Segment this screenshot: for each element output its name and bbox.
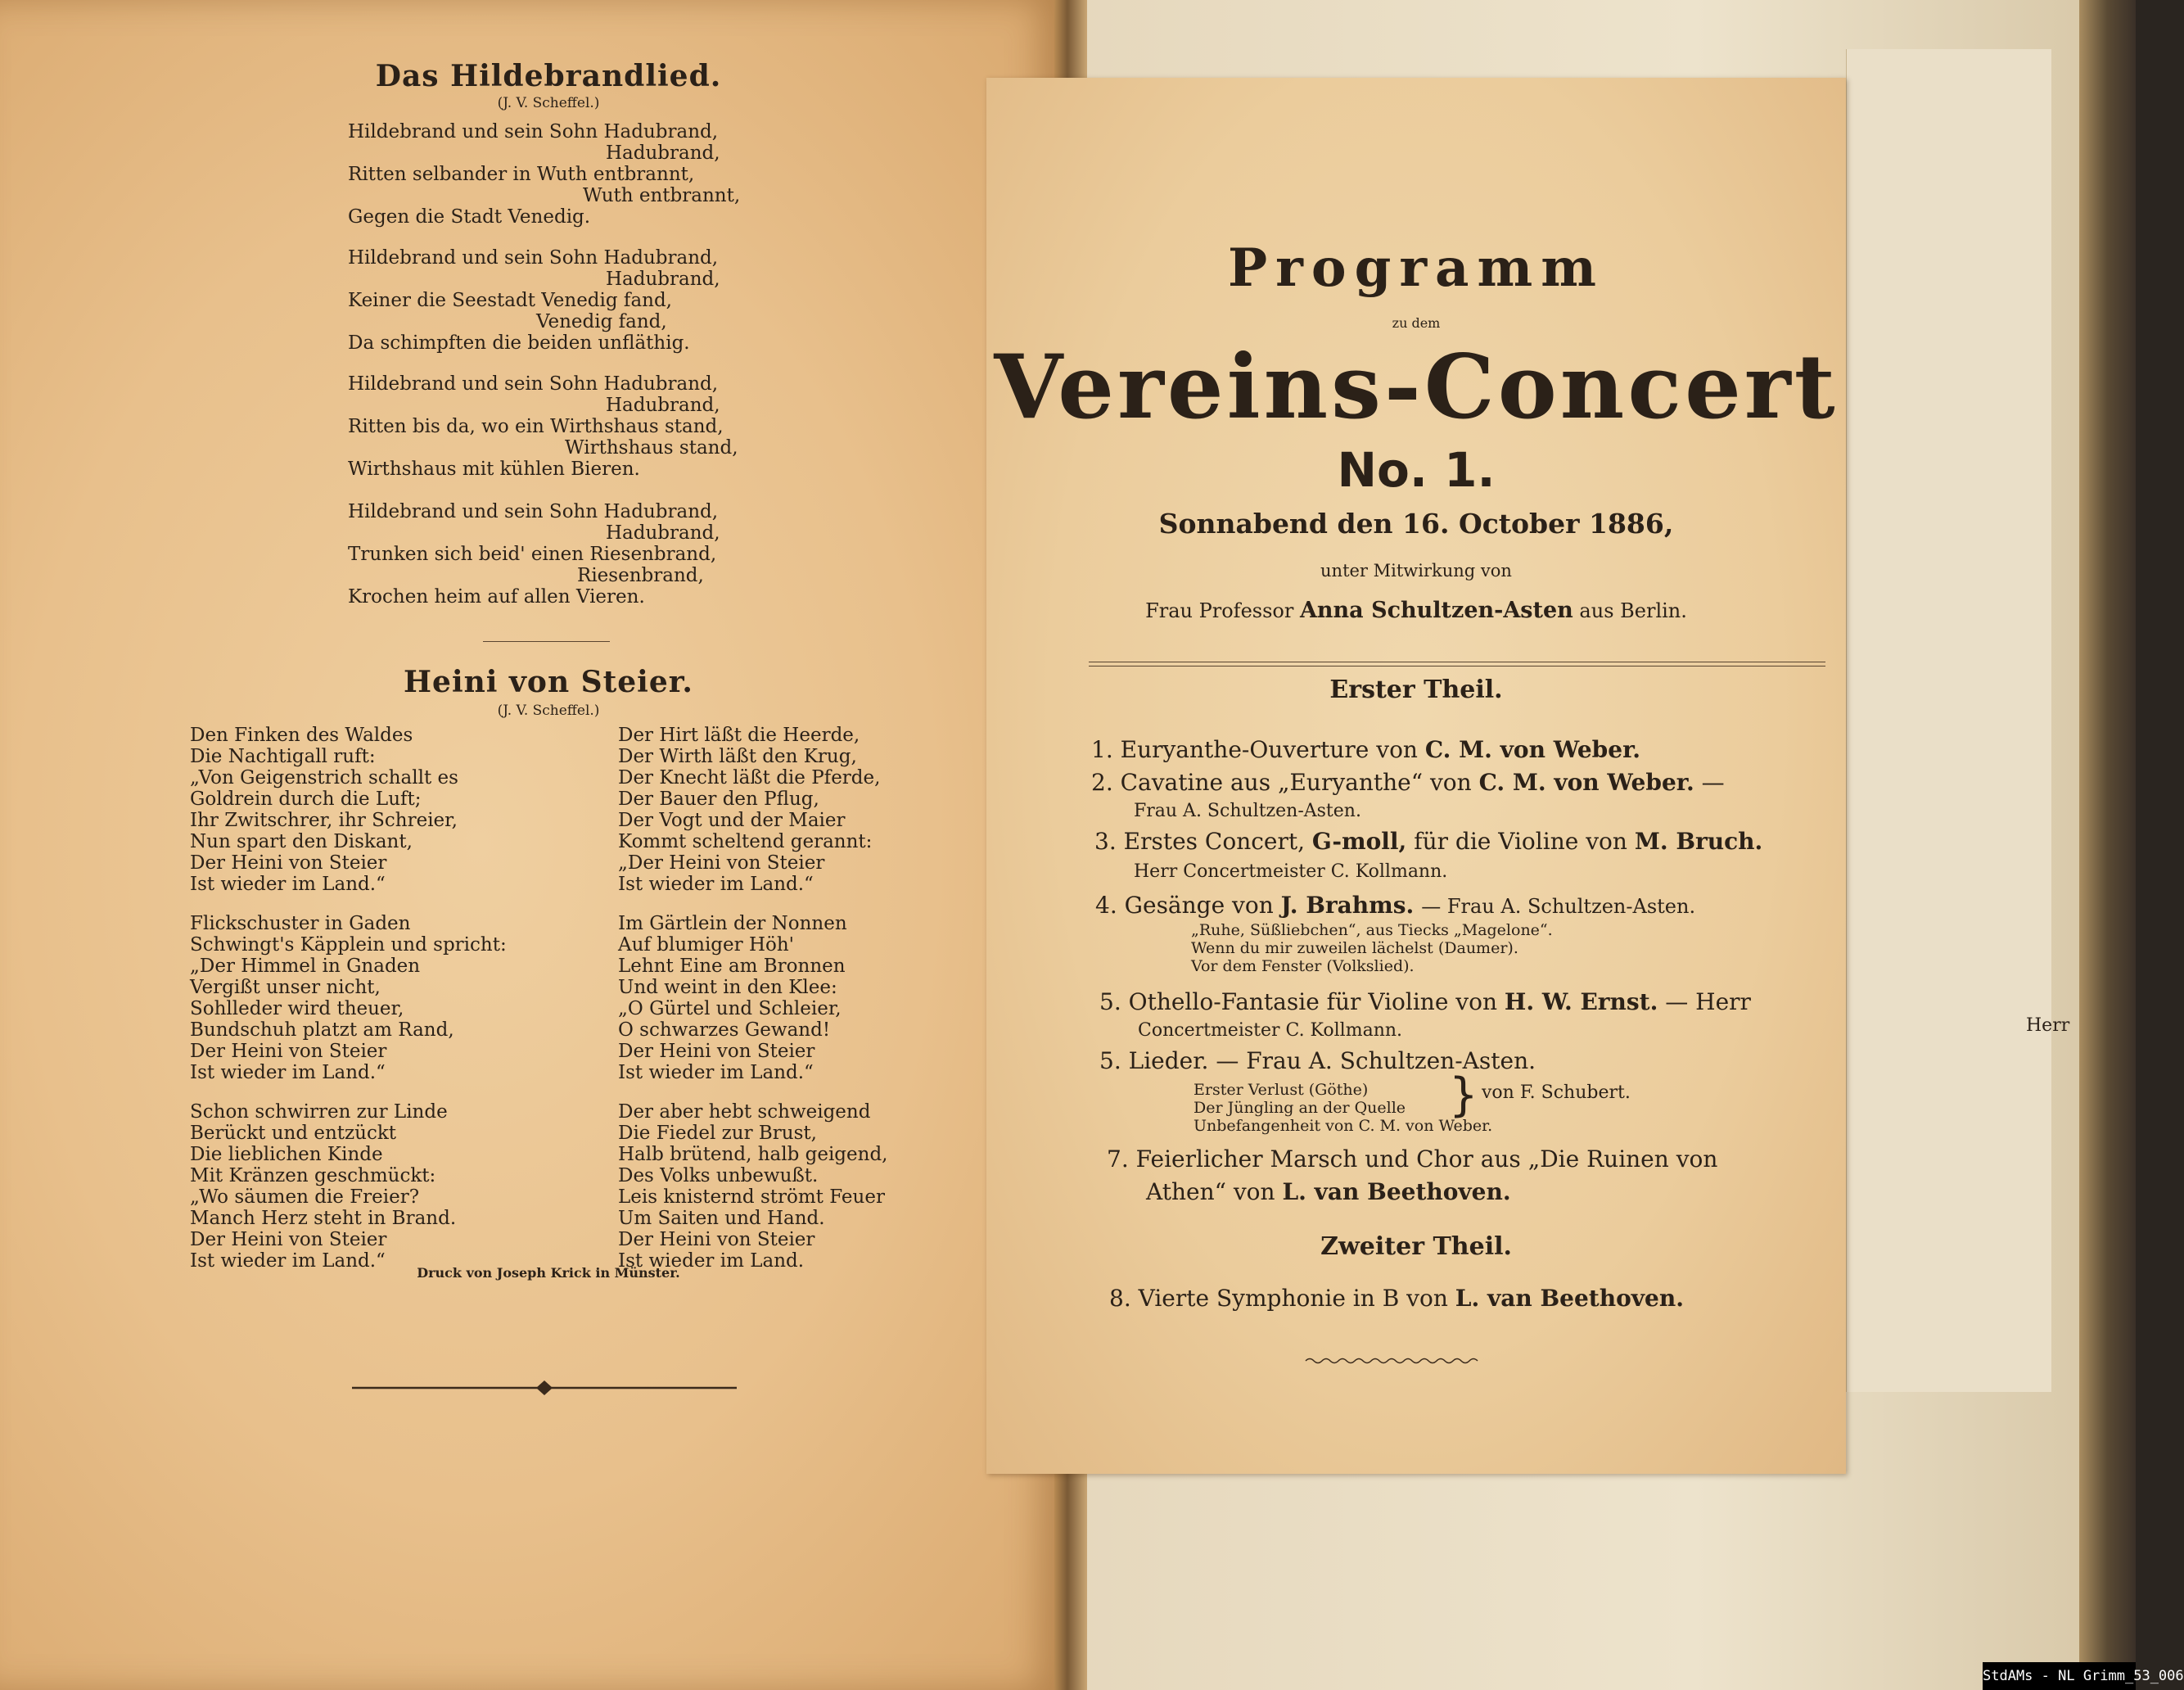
heini-line: Flickschuster in Gaden bbox=[190, 913, 411, 934]
item-text: Lieder. — Frau A. Schultzen-Asten. bbox=[1128, 1047, 1536, 1074]
schubert-credit: von F. Schubert. bbox=[1482, 1082, 1631, 1103]
guest-prefix: Frau Professor bbox=[1145, 599, 1294, 622]
item-text: Athen“ von bbox=[1146, 1178, 1275, 1205]
heini-line: „O Gürtel und Schleier, bbox=[618, 998, 842, 1019]
item-text: Gesänge von bbox=[1124, 892, 1274, 919]
programme-item-5 bbox=[1099, 989, 1751, 1015]
song-title: Vor dem Fenster (Volkslied). bbox=[1191, 957, 1415, 975]
heini-line: Ist wieder im Land.“ bbox=[190, 1250, 386, 1272]
heini-line: Der Hirt läßt die Heerde, bbox=[618, 725, 860, 746]
song-title: Unbefangenheit von C. M. von Weber. bbox=[1194, 1117, 1493, 1135]
hildebrand-line: Gegen die Stadt Venedig. bbox=[348, 206, 591, 228]
heini-line: Leis knisternd strömt Feuer bbox=[618, 1186, 885, 1208]
brace-icon: } bbox=[1449, 1069, 1478, 1122]
programme-item-1 bbox=[1091, 737, 1640, 763]
hildebrand-line: Ritten bis da, wo ein Wirthshaus stand, bbox=[348, 416, 724, 437]
concert-date: Sonnabend den 16. October 1886, bbox=[1158, 508, 1674, 540]
heini-line: Im Gärtlein der Nonnen bbox=[618, 913, 847, 934]
concert-number: No. 1. bbox=[1337, 442, 1496, 498]
heini-line: Schon schwirren zur Linde bbox=[190, 1101, 448, 1123]
item-dash: — bbox=[1701, 769, 1725, 796]
hildebrand-line: Ritten selbander in Wuth entbrannt, bbox=[348, 164, 695, 185]
heini-line: Ist wieder im Land.“ bbox=[618, 1062, 814, 1083]
guest-suffix: aus Berlin. bbox=[1579, 599, 1687, 622]
programme-item-8 bbox=[1109, 1286, 1684, 1312]
heini-title: Heini von Steier. bbox=[404, 665, 693, 699]
heini-line: Bundschuh platzt am Rand, bbox=[190, 1019, 454, 1041]
composer: C. M. von Weber. bbox=[1424, 736, 1641, 763]
programme-item-7 bbox=[1107, 1146, 1717, 1173]
composer: J. Brahms. bbox=[1280, 892, 1415, 919]
song-title: Der Jüngling an der Quelle bbox=[1194, 1099, 1406, 1117]
heini-line: Der Heini von Steier bbox=[190, 1229, 387, 1250]
hildebrand-line: Trunken sich beid' einen Riesenbrand, bbox=[348, 544, 717, 565]
item-2-performer: Frau A. Schultzen-Asten. bbox=[1134, 801, 1361, 821]
item-number: 2. bbox=[1091, 769, 1113, 796]
heini-line: Der Wirth läßt den Krug, bbox=[618, 746, 857, 767]
programme-title: Programm bbox=[1228, 237, 1604, 299]
heini-line: Der Vogt und der Maier bbox=[618, 810, 846, 831]
item-number: 1. bbox=[1091, 736, 1113, 763]
hildebrand-line: Hadubrand, bbox=[606, 522, 720, 544]
heini-author: (J. V. Scheffel.) bbox=[497, 703, 600, 719]
heini-line: O schwarzes Gewand! bbox=[618, 1019, 831, 1041]
hildebrand-title: Das Hildebrandlied. bbox=[375, 59, 722, 93]
heini-line: Und weint in den Klee: bbox=[618, 977, 837, 998]
heini-line: Die Nachtigall ruft: bbox=[190, 746, 376, 767]
underlying-sheet bbox=[1846, 49, 2051, 1392]
concert-heading: Vereins-Concert bbox=[994, 336, 1839, 439]
item-text: für die Violine von bbox=[1414, 828, 1627, 855]
hildebrand-line: Venedig fand, bbox=[536, 311, 667, 332]
hildebrand-line: Hildebrand und sein Sohn Hadubrand, bbox=[348, 373, 719, 395]
hildebrand-line: Hildebrand und sein Sohn Hadubrand, bbox=[348, 501, 719, 522]
composer: H. W. Ernst. bbox=[1504, 988, 1658, 1015]
composer: M. Bruch. bbox=[1634, 828, 1763, 855]
heini-line: Ist wieder im Land.“ bbox=[190, 874, 386, 895]
heini-line: Der Heini von Steier bbox=[618, 1229, 815, 1250]
with-participation: unter Mitwirkung von bbox=[1320, 561, 1512, 581]
heini-line: Schwingt's Käpplein und spricht: bbox=[190, 934, 507, 956]
heini-line: „Der Heini von Steier bbox=[618, 852, 825, 874]
item-text: Cavatine aus „Euryanthe“ von bbox=[1120, 769, 1472, 796]
programme-rule-bottom bbox=[1089, 666, 1825, 667]
heini-line: Der aber hebt schweigend bbox=[618, 1101, 871, 1123]
hildebrand-line: Wirthshaus stand, bbox=[565, 437, 738, 459]
heini-line: Mit Kränzen geschmückt: bbox=[190, 1165, 436, 1186]
item-7-line-2 bbox=[1146, 1179, 1511, 1205]
archive-label: StdAMs - NL Grimm_53_006 bbox=[1983, 1662, 2136, 1690]
item-text: — Herr bbox=[1665, 988, 1751, 1015]
programme-zu-dem: zu dem bbox=[1392, 315, 1441, 331]
heini-line: Der Heini von Steier bbox=[618, 1041, 815, 1062]
heini-line: Vergißt unser nicht, bbox=[190, 977, 381, 998]
book-edge bbox=[2079, 0, 2136, 1690]
song-title: Erster Verlust (Göthe) bbox=[1194, 1081, 1369, 1099]
item-text: Feierlicher Marsch und Chor aus „Die Ruinen von bbox=[1135, 1145, 1718, 1173]
heini-line: Der Heini von Steier bbox=[190, 852, 387, 874]
heini-line: Des Volks unbewußt. bbox=[618, 1165, 819, 1186]
heini-line: Nun spart den Diskant, bbox=[190, 831, 413, 852]
item-3-performer: Herr Concertmeister C. Kollmann. bbox=[1134, 861, 1448, 882]
hildebrand-line: Hadubrand, bbox=[606, 142, 720, 164]
item-number: 7. bbox=[1107, 1145, 1129, 1173]
heini-line: Ist wieder im Land.“ bbox=[190, 1062, 386, 1083]
heini-line: Lehnt Eine am Bronnen bbox=[618, 956, 846, 977]
song-title: „Ruhe, Süßliebchen“, aus Tiecks „Magelone“. bbox=[1191, 921, 1553, 939]
heini-line: Den Finken des Waldes bbox=[190, 725, 413, 746]
heini-line: Goldrein durch die Luft; bbox=[190, 789, 422, 810]
item-text: — Frau A. Schultzen-Asten. bbox=[1421, 895, 1696, 918]
heini-line: Ist wieder im Land.“ bbox=[618, 874, 814, 895]
programme-item-4 bbox=[1095, 892, 1695, 920]
hildebrand-line: Hildebrand und sein Sohn Hadubrand, bbox=[348, 121, 719, 142]
wavy-rule bbox=[1306, 1355, 1478, 1367]
item-key: G-moll, bbox=[1311, 828, 1407, 855]
hildebrand-line: Da schimpften die beiden unfläthig. bbox=[348, 332, 690, 354]
ornamental-rule bbox=[352, 1376, 737, 1400]
heini-line: Um Saiten und Hand. bbox=[618, 1208, 825, 1229]
composer: L. van Beethoven. bbox=[1282, 1178, 1511, 1205]
item-number: 8. bbox=[1109, 1285, 1131, 1312]
heini-line: „Der Himmel in Gnaden bbox=[190, 956, 421, 977]
heini-line: „Von Geigenstrich schallt es bbox=[190, 767, 458, 789]
hildebrand-line: Hadubrand, bbox=[606, 395, 720, 416]
heini-line: „Wo säumen die Freier? bbox=[190, 1186, 420, 1208]
item-number: 3. bbox=[1094, 828, 1117, 855]
edge-fragment-text: Herr bbox=[2026, 1015, 2070, 1036]
heini-line: Sohlleder wird theuer, bbox=[190, 998, 404, 1019]
programme-item-2 bbox=[1091, 770, 1725, 796]
hildebrand-line: Wuth entbrannt, bbox=[583, 185, 741, 206]
composer: L. van Beethoven. bbox=[1455, 1285, 1684, 1312]
printer-imprint: Druck von Joseph Krick in Münster. bbox=[417, 1265, 680, 1281]
guest-artist bbox=[986, 598, 1846, 623]
heini-line: Kommt scheltend gerannt: bbox=[618, 831, 873, 852]
section-divider bbox=[483, 641, 610, 642]
item-5-performer: Concertmeister C. Kollmann. bbox=[1138, 1020, 1403, 1041]
hildebrand-line: Wirthshaus mit kühlen Bieren. bbox=[348, 459, 640, 480]
item-number: 5. bbox=[1099, 1047, 1121, 1074]
guest-name: Anna Schultzen-Asten bbox=[1299, 598, 1573, 623]
heini-line: Auf blumiger Höh' bbox=[618, 934, 794, 956]
hildebrand-line: Riesenbrand, bbox=[577, 565, 704, 586]
heini-line: Der Heini von Steier bbox=[190, 1041, 387, 1062]
part-one-heading: Erster Theil. bbox=[1329, 676, 1503, 704]
heini-line: Manch Herz steht in Brand. bbox=[190, 1208, 457, 1229]
hildebrand-line: Krochen heim auf allen Vieren. bbox=[348, 586, 645, 608]
heini-line: Die lieblichen Kinde bbox=[190, 1144, 383, 1165]
hildebrand-line: Hildebrand und sein Sohn Hadubrand, bbox=[348, 247, 719, 269]
heini-line: Ihr Zwitschrer, ihr Schreier, bbox=[190, 810, 458, 831]
item-text: Erstes Concert, bbox=[1123, 828, 1306, 855]
item-text: Othello-Fantasie für Violine von bbox=[1128, 988, 1498, 1015]
heini-line: Berückt und entzückt bbox=[190, 1123, 397, 1144]
item-text: Euryanthe-Ouverture von bbox=[1120, 736, 1418, 763]
heini-line: Die Fiedel zur Brust, bbox=[618, 1123, 817, 1144]
hildebrand-line: Keiner die Seestadt Venedig fand, bbox=[348, 290, 672, 311]
item-number: 5. bbox=[1099, 988, 1121, 1015]
part-two-heading: Zweiter Theil. bbox=[1320, 1232, 1512, 1261]
hildebrand-author: (J. V. Scheffel.) bbox=[497, 95, 600, 111]
item-text: Vierte Symphonie in B von bbox=[1138, 1285, 1448, 1312]
heini-line: Der Bauer den Pflug, bbox=[618, 789, 819, 810]
heini-line: Halb brütend, halb geigend, bbox=[618, 1144, 888, 1165]
programme-item-3 bbox=[1094, 829, 1762, 855]
item-number: 4. bbox=[1095, 892, 1117, 919]
song-title: Wenn du mir zuweilen lächelst (Daumer). bbox=[1191, 939, 1518, 957]
heini-line: Der Knecht läßt die Pferde, bbox=[618, 767, 881, 789]
composer: C. M. von Weber. bbox=[1478, 769, 1694, 796]
hildebrand-line: Hadubrand, bbox=[606, 269, 720, 290]
heini-line: Ist wieder im Land. bbox=[618, 1250, 805, 1272]
